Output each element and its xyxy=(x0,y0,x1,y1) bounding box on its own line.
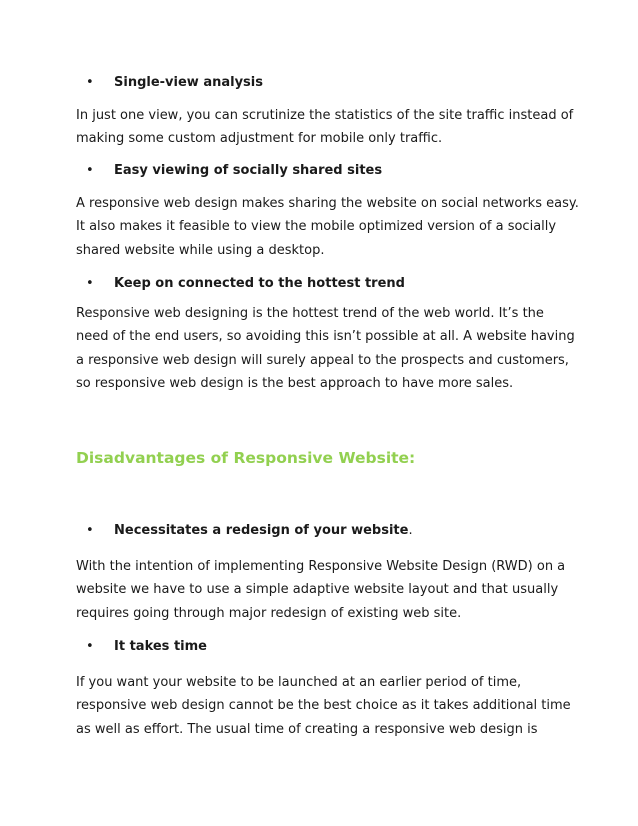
bullet-heading: Easy viewing of socially shared sites xyxy=(114,163,383,178)
paragraph-line: It also makes it feasible to view the mobile optimized version of a socially xyxy=(76,219,557,235)
bullet-necessitates-redesign xyxy=(86,522,413,540)
paragraph-it-takes-time xyxy=(76,671,576,741)
bullet-heading-trail: . xyxy=(408,523,413,538)
section-heading-disadvantages: Disadvantages of Responsive Website: xyxy=(76,449,416,467)
bullet-it-takes-time xyxy=(86,638,207,656)
paragraph-line: website we have to use a simple adaptive website layout and that usually xyxy=(76,582,559,598)
bullet-heading: It takes time xyxy=(114,639,207,654)
paragraph-line: responsive web design cannot be the best choice as it takes additional time xyxy=(76,698,571,714)
paragraph-line: so responsive web design is the best approach to have more sales. xyxy=(76,376,514,392)
paragraph-necessitates-redesign xyxy=(76,555,576,625)
paragraph-line: In just one view, you can scrutinize the statistics of the site traffic instead of xyxy=(76,108,574,123)
paragraph-line: If you want your website to be launched at an earlier period of time, xyxy=(76,675,522,690)
bullet-icon: • xyxy=(86,276,94,291)
bullet-icon: • xyxy=(86,163,94,178)
paragraph-line: A responsive web design makes sharing the website on social networks easy. xyxy=(76,196,579,211)
paragraph-line: a responsive web design will surely appeal to the prospects and customers, xyxy=(76,352,569,368)
paragraph-line: Responsive web designing is the hottest trend of the web world. It’s the xyxy=(76,306,544,321)
bullet-heading: Necessitates a redesign of your website xyxy=(114,523,409,538)
paragraph-line: requires going through major redesign of existing web site. xyxy=(76,605,462,621)
paragraph-line: shared website while using a desktop. xyxy=(76,242,325,258)
paragraph-hottest-trend xyxy=(76,302,576,396)
paragraph-line: With the intention of implementing Responsive Website Design (RWD) on a xyxy=(76,559,566,574)
bullet-icon: • xyxy=(86,523,94,538)
bullet-icon: • xyxy=(86,75,94,90)
bullet-easy-viewing xyxy=(86,162,382,180)
paragraph-line: as well as effort. The usual time of creating a responsive web design is xyxy=(76,721,538,737)
paragraph-easy-viewing xyxy=(76,192,579,262)
paragraph-line: need of the end users, so avoiding this isn’t possible at all. A website having xyxy=(76,329,575,345)
bullet-icon: • xyxy=(86,639,94,654)
bullet-single-view-analysis xyxy=(86,74,263,92)
bullet-hottest-trend xyxy=(86,275,405,293)
paragraph-line: making some custom adjustment for mobile only traffic. xyxy=(76,131,443,147)
bullet-heading: Single-view analysis xyxy=(114,75,263,90)
bullet-heading: Keep on connected to the hottest trend xyxy=(114,276,405,291)
paragraph-single-view-analysis xyxy=(76,104,576,151)
